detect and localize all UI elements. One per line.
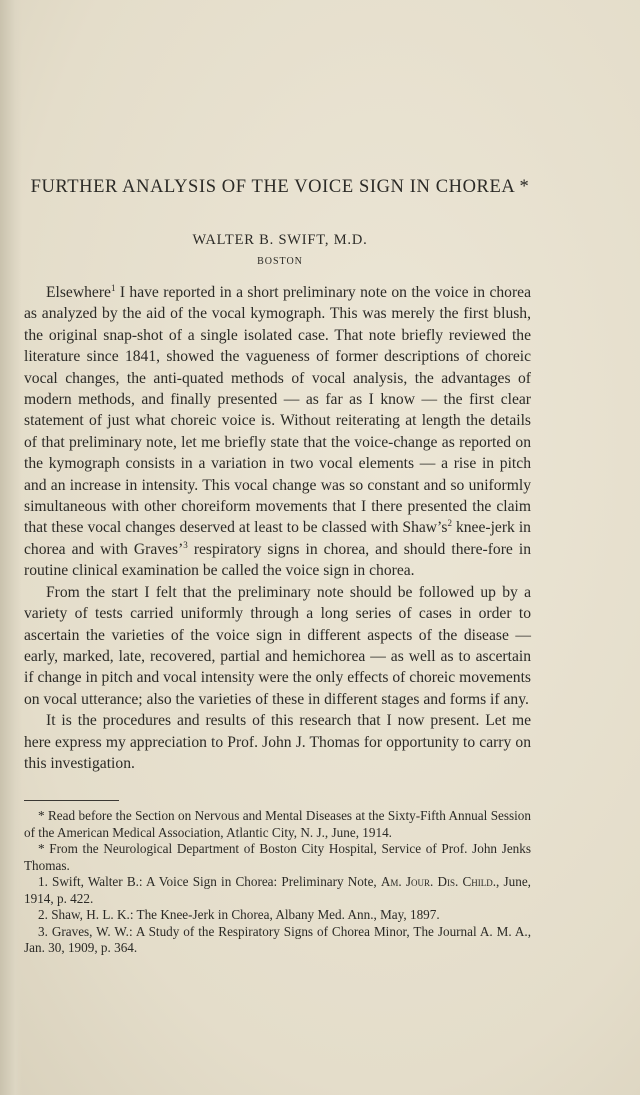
paragraph-text: respiratory signs in chorea, and should there-fore in routine clinical examination be called the voice sign in chorea.	[24, 540, 531, 580]
paragraph-text: I have reported in a short preliminary note on the voice in chorea as analyzed by the aid of the vocal kymograph. This was merely the first blush, the original snap-shot of a single isolated case. That note briefly reviewed the literature since 1841, showed the vagueness of former descriptions of choreic vocal changes, the anti-quated methods of vocal analysis, the advantages of modern methods, and finally presented — as far as I know — the first clear statement of just what choreic voice is. Without reiterating at length the details of that preliminary note, let me briefly state that the voice-change as reported on the kymograph consists in a variation in two vocal elements — a rise in pitch and an increase in intensity. This vocal change was so constant and so uniformly simultaneous with other choreiform movements that I there presented the claim that these vocal changes deserved at least to be classed with Shaw’s	[24, 284, 531, 537]
paragraph-1	[24, 282, 531, 582]
author-name: WALTER B. SWIFT, M.D.	[192, 232, 368, 248]
footnote-1	[24, 874, 531, 907]
footnote-divider	[24, 800, 119, 801]
footnote-ref: 1	[110, 282, 116, 293]
footnote-affiliation: * From the Neurological Department of Boston City Hospital, Service of Prof. John Jenks Thomas.	[24, 841, 531, 873]
footnote-ref: 2	[447, 518, 452, 529]
footnote-2: 2. Shaw, H. L. K.: The Knee-Jerk in Chorea, Albany Med. Ann., May, 1897.	[38, 907, 440, 922]
footnote-text: , June, 1914, p. 422.	[24, 874, 531, 906]
article-body	[24, 282, 531, 774]
footnote-3: 3. Graves, W. W.: A Study of the Respiratory Signs of Chorea Minor, The Journal A. M. A., Jan. 30, 1909, p. 364.	[24, 923, 531, 955]
footnote-text: 1. Swift, Walter B.: A Voice Sign in Chorea: Preliminary Note,	[38, 874, 381, 889]
journal-name: Am. Jour. Dis. Child.	[380, 874, 497, 889]
footnote-ref: 3	[183, 539, 188, 550]
paragraph-text: knee-jerk in chorea and with Graves’	[24, 519, 531, 558]
page-binding-shadow	[0, 0, 22, 1095]
paragraph-3: It is the procedures and results of this research that I now present. Let me here express my appreciation to Prof. John J. Thomas for opportunity to carry on this investigation.	[24, 712, 531, 772]
footnote-presentation: * Read before the Section on Nervous and Mental Diseases at the Sixty-Fifth Annual Session of the American Medical Association, Atlantic City, N. J., June, 1914.	[24, 808, 531, 840]
paragraph-text: Elsewhere	[46, 284, 111, 301]
author-location: BOSTON	[257, 256, 303, 267]
footnotes	[24, 808, 531, 957]
article-title: FURTHER ANALYSIS OF THE VOICE SIGN IN CHOREA *	[30, 177, 530, 197]
paragraph-2: From the start I felt that the preliminary note should be followed up by a variety of tests carried uniformly through a long series of cases in order to ascertain the varieties of the voice sign in different aspects of the disease — early, marked, late, recovered, partial and hemichorea — as well as to ascertain if change in pitch and vocal intensity were the only effects of choreic movements on vocal utterance; also the varieties of these in different stages and forms if any.	[24, 583, 531, 708]
